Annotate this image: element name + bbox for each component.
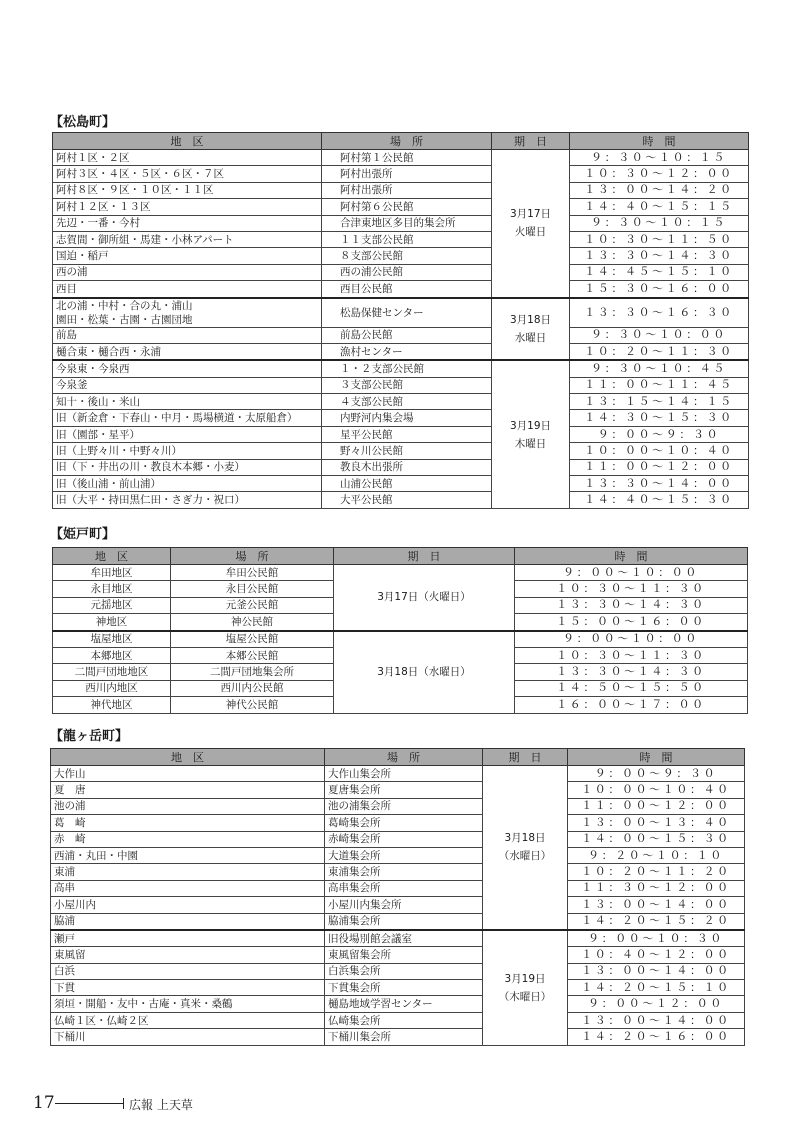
time-cell: １３：１５～１４：１５ — [570, 394, 749, 410]
area-cell: 阿村３区・４区・５区・６区・７区 — [53, 166, 322, 182]
place-cell: 漁村センター — [322, 343, 492, 360]
date-cell: 3月19日 （木曜日） — [483, 930, 568, 1045]
time-cell: ９：３０～１０：１５ — [570, 150, 749, 166]
himedo-body — [53, 565, 748, 714]
time-cell: ９：２０～１０：１０ — [568, 847, 745, 863]
matsushima-title: 【松島町】 — [50, 115, 116, 130]
table-row — [51, 996, 745, 1012]
ryugatake-title: 【龍ヶ岳町】 — [50, 729, 129, 744]
time-cell: １０：００～１０：４０ — [570, 443, 749, 459]
place-cell: ８支部公民館 — [322, 248, 492, 264]
place-cell: １・２支部公民館 — [322, 360, 492, 377]
place-cell: 下桶川集会所 — [325, 1029, 483, 1045]
table-row — [51, 1029, 745, 1045]
time-cell: １４：２０～１６：００ — [568, 1029, 745, 1045]
area-cell: 牟田地区 — [53, 565, 171, 581]
time-cell: １３：３０～１６：３０ — [570, 298, 749, 328]
place-cell: 小屋川内集会所 — [325, 897, 483, 913]
table-row — [53, 298, 749, 328]
area-cell: 東浦 — [51, 864, 325, 880]
table-row — [53, 426, 749, 442]
time-cell: ９：００～９：３０ — [568, 766, 745, 782]
place-cell: 永目公民館 — [171, 581, 334, 597]
publication-name: 広報 上天草 — [129, 1098, 193, 1112]
area-cell: 池の浦 — [51, 798, 325, 814]
time-cell: １３：３０～１４：３０ — [515, 597, 748, 613]
area-cell: 赤 崎 — [51, 831, 325, 847]
place-cell: 池の浦集会所 — [325, 798, 483, 814]
time-cell: １４：４０～１５：３０ — [570, 492, 749, 508]
table-row — [53, 410, 749, 426]
table-row — [53, 360, 749, 377]
time-cell: １１：００～１１：４５ — [570, 377, 749, 393]
place-cell: 合津東地区多目的集会所 — [322, 215, 492, 231]
matsushima-body — [53, 150, 749, 509]
time-cell: １３：００～１４：００ — [568, 897, 745, 913]
column-header-area: 地 区 — [53, 133, 322, 150]
area-cell: 西川内地区 — [53, 680, 171, 696]
place-cell: ３支部公民館 — [322, 377, 492, 393]
time-cell: １４：５０～１５：５０ — [515, 680, 748, 696]
place-cell: １１支部公民館 — [322, 231, 492, 247]
time-cell: ９：００～１０：３０ — [568, 930, 745, 947]
place-cell: 脇浦集会所 — [325, 913, 483, 930]
area-cell: 知十・後山・米山 — [53, 394, 322, 410]
footer-rule-tick — [123, 1098, 124, 1109]
table-header-row — [51, 749, 745, 766]
time-cell: １３：３０～１４：３０ — [570, 248, 749, 264]
time-cell: １５：００～１６：００ — [515, 614, 748, 631]
table-row — [53, 215, 749, 231]
place-cell: 内野河内集会場 — [322, 410, 492, 426]
table-row — [51, 980, 745, 996]
area-cell: 須垣・開船・友中・古庵・真米・桑鶴 — [51, 996, 325, 1012]
time-cell: ９：００～９：３０ — [570, 426, 749, 442]
area-cell: 阿村８区・９区・１０区・１１区 — [53, 182, 322, 198]
time-cell: １０：２０～１１：３０ — [570, 343, 749, 360]
time-cell: １３：００～１４：００ — [568, 963, 745, 979]
area-cell — [53, 298, 322, 328]
place-cell: 阿村出張所 — [322, 182, 492, 198]
area-cell: 志賀間・御所組・馬建・小林アパート — [53, 231, 322, 247]
table-row — [53, 199, 749, 215]
area-cell: 神代地区 — [53, 697, 171, 713]
date-cell: 3月17日 火曜日 — [492, 150, 570, 298]
area-cell: 元揺地区 — [53, 597, 171, 613]
area-cell: 二間戸団地地区 — [53, 664, 171, 680]
himedo-table — [52, 547, 748, 714]
time-cell: ９：３０～１０：１５ — [570, 215, 749, 231]
date-cell: 3月19日 木曜日 — [492, 360, 570, 508]
time-cell: １４：００～１５：３０ — [568, 831, 745, 847]
table-row — [53, 248, 749, 264]
place-cell: 大道集会所 — [325, 847, 483, 863]
column-header-area: 地 区 — [51, 749, 325, 766]
table-row — [53, 264, 749, 280]
time-cell: １１：００～１２：００ — [568, 798, 745, 814]
time-cell: ９：３０～１０：００ — [570, 327, 749, 343]
table-row — [53, 343, 749, 360]
table-row — [53, 231, 749, 247]
table-row — [53, 281, 749, 298]
place-cell: 赤崎集会所 — [325, 831, 483, 847]
area-cell: 阿村１２区・１３区 — [53, 199, 322, 215]
table-row — [53, 565, 748, 581]
area-cell: 東風留 — [51, 947, 325, 963]
place-cell: 星平公民館 — [322, 426, 492, 442]
place-cell: 西川内公民館 — [171, 680, 334, 696]
footer-rule — [55, 1103, 123, 1104]
area-cell: 樋合東・樋合西・永浦 — [53, 343, 322, 360]
area-cell: 国迫・稲戸 — [53, 248, 322, 264]
place-cell: 野々川公民館 — [322, 443, 492, 459]
area-line: 園田・松葉・古園・古園団地 — [56, 313, 193, 326]
column-header-time: 時 間 — [570, 133, 749, 150]
area-cell: 先辺・一番・今村 — [53, 215, 322, 231]
time-cell: １３：００～１４：２０ — [570, 182, 749, 198]
time-cell: ９：００～１２：００ — [568, 996, 745, 1012]
area-cell: 下貫 — [51, 980, 325, 996]
column-header-area: 地 区 — [53, 548, 171, 565]
place-cell: 阿村出張所 — [322, 166, 492, 182]
ryugatake-body — [51, 766, 745, 1046]
place-cell: 元釜公民館 — [171, 597, 334, 613]
area-line: 北の浦・中村・合の丸・浦山 — [56, 299, 193, 312]
place-cell: 旧役場別館会議室 — [325, 930, 483, 947]
area-cell: 葛 崎 — [51, 815, 325, 831]
time-cell: １６：００～１７：００ — [515, 697, 748, 713]
time-cell: １４：４０～１５：１５ — [570, 199, 749, 215]
place-cell: 高串集会所 — [325, 880, 483, 896]
table-row — [51, 913, 745, 930]
area-cell: 旧（新金倉・下春山・中月・馬場横道・太原船倉） — [53, 410, 322, 426]
ryugatake-table — [50, 748, 745, 1046]
area-cell: 永目地区 — [53, 581, 171, 597]
area-cell: 本郷地区 — [53, 647, 171, 663]
place-cell: 前島公民館 — [322, 327, 492, 343]
time-cell: １３：３０～１４：３０ — [515, 664, 748, 680]
time-cell: １０：３０～１２：００ — [570, 166, 749, 182]
column-header-time: 時 間 — [515, 548, 748, 565]
column-header-time: 時 間 — [568, 749, 745, 766]
area-cell: 白浜 — [51, 963, 325, 979]
time-cell: １０：００～１０：４０ — [568, 782, 745, 798]
table-row — [51, 897, 745, 913]
time-cell: １４：４５～１５：１０ — [570, 264, 749, 280]
area-cell: 旧（大平・持田黒仁田・さぎ力・祝口） — [53, 492, 322, 508]
table-row — [53, 394, 749, 410]
area-cell: 阿村１区・２区 — [53, 150, 322, 166]
time-cell: ９：３０～１０：４５ — [570, 360, 749, 377]
page-number: 17 — [33, 1093, 55, 1113]
table-row — [53, 476, 749, 492]
date-cell: 3月18日 水曜日 — [492, 298, 570, 361]
date-cell: 3月18日 （水曜日） — [483, 766, 568, 930]
column-header-date: 期 日 — [334, 548, 515, 565]
place-cell: 塩屋公民館 — [171, 631, 334, 648]
date-cell: 3月17日（火曜日） — [334, 565, 515, 631]
place-cell: 神公民館 — [171, 614, 334, 631]
table-row — [51, 930, 745, 947]
place-cell: 西の浦公民館 — [322, 264, 492, 280]
place-cell: 樋島地域学習センター — [325, 996, 483, 1012]
table-row — [51, 864, 745, 880]
time-cell: １０：３０～１１：３０ — [515, 647, 748, 663]
place-cell: 教良木出張所 — [322, 459, 492, 475]
place-cell: 神代公民館 — [171, 697, 334, 713]
table-row — [53, 631, 748, 648]
place-cell: 東風留集会所 — [325, 947, 483, 963]
place-cell: 大作山集会所 — [325, 766, 483, 782]
area-cell: 仏崎１区・仏崎２区 — [51, 1012, 325, 1028]
column-header-place: 場 所 — [325, 749, 483, 766]
table-row — [51, 847, 745, 863]
time-cell: ９：００～１０：００ — [515, 565, 748, 581]
time-cell: ９：００～１０：００ — [515, 631, 748, 648]
table-row — [51, 947, 745, 963]
place-cell: 大平公民館 — [322, 492, 492, 508]
table-row — [53, 443, 749, 459]
place-cell: ４支部公民館 — [322, 394, 492, 410]
place-cell: 仏崎集会所 — [325, 1012, 483, 1028]
area-cell: 神地区 — [53, 614, 171, 631]
table-header-row — [53, 133, 749, 150]
area-cell: 前島 — [53, 327, 322, 343]
area-cell: 西の浦 — [53, 264, 322, 280]
table-row — [51, 815, 745, 831]
time-cell: １１：００～１２：００ — [570, 459, 749, 475]
area-cell: 脇浦 — [51, 913, 325, 930]
place-cell: 白浜集会所 — [325, 963, 483, 979]
table-row — [51, 766, 745, 782]
time-cell: １５：３０～１６：００ — [570, 281, 749, 298]
area-cell: 旧（後山浦・前山浦） — [53, 476, 322, 492]
column-header-place: 場 所 — [171, 548, 334, 565]
place-cell: 松島保健センター — [322, 298, 492, 328]
area-cell: 夏 唐 — [51, 782, 325, 798]
place-cell: 牟田公民館 — [171, 565, 334, 581]
time-cell: １３：００～１４：００ — [568, 1012, 745, 1028]
time-cell: １０：２０～１１：２０ — [568, 864, 745, 880]
date-cell: 3月18日（水曜日） — [334, 631, 515, 713]
himedo-title: 【姫戸町】 — [50, 527, 116, 542]
table-row — [53, 150, 749, 166]
area-cell: 下桶川 — [51, 1029, 325, 1045]
table-row — [51, 963, 745, 979]
matsushima-table — [52, 132, 749, 509]
time-cell: １０：４０～１２：００ — [568, 947, 745, 963]
table-row — [51, 782, 745, 798]
time-cell: １４：２０～１５：２０ — [568, 913, 745, 930]
area-cell: 今泉東・今泉西 — [53, 360, 322, 377]
time-cell: １１：３０～１２：００ — [568, 880, 745, 896]
table-row — [53, 492, 749, 508]
place-cell: 本郷公民館 — [171, 647, 334, 663]
table-row — [53, 166, 749, 182]
area-cell: 西目 — [53, 281, 322, 298]
area-cell: 小屋川内 — [51, 897, 325, 913]
table-row — [53, 377, 749, 393]
place-cell: 阿村第６公民館 — [322, 199, 492, 215]
time-cell: １３：３０～１４：００ — [570, 476, 749, 492]
area-cell: 旧（下・井出の川・教良木本郷・小麦） — [53, 459, 322, 475]
table-row — [51, 1012, 745, 1028]
table-header-row — [53, 548, 748, 565]
time-cell: １０：３０～１１：５０ — [570, 231, 749, 247]
area-cell: 瀬戸 — [51, 930, 325, 947]
area-cell: 西浦・丸田・中園 — [51, 847, 325, 863]
table-row — [53, 327, 749, 343]
area-cell: 高串 — [51, 880, 325, 896]
time-cell: １０：３０～１１：３０ — [515, 581, 748, 597]
column-header-date: 期 日 — [483, 749, 568, 766]
place-cell: 西目公民館 — [322, 281, 492, 298]
table-row — [53, 182, 749, 198]
column-header-date: 期 日 — [492, 133, 570, 150]
column-header-place: 場 所 — [322, 133, 492, 150]
time-cell: １３：００～１３：４０ — [568, 815, 745, 831]
place-cell: 阿村第１公民館 — [322, 150, 492, 166]
table-row — [51, 831, 745, 847]
table-row — [53, 459, 749, 475]
area-cell: 旧（上野々川・中野々川） — [53, 443, 322, 459]
area-cell: 塩屋地区 — [53, 631, 171, 648]
area-cell: 大作山 — [51, 766, 325, 782]
place-cell: 夏唐集会所 — [325, 782, 483, 798]
time-cell: １４：２０～１５：１０ — [568, 980, 745, 996]
place-cell: 山浦公民館 — [322, 476, 492, 492]
area-cell: 旧（園部・星平） — [53, 426, 322, 442]
place-cell: 葛崎集会所 — [325, 815, 483, 831]
table-row — [51, 880, 745, 896]
place-cell: 下貫集会所 — [325, 980, 483, 996]
place-cell: 東浦集会所 — [325, 864, 483, 880]
place-cell: 二間戸団地集会所 — [171, 664, 334, 680]
area-cell: 今泉釜 — [53, 377, 322, 393]
table-row — [51, 798, 745, 814]
time-cell: １４：３０～１５：３０ — [570, 410, 749, 426]
